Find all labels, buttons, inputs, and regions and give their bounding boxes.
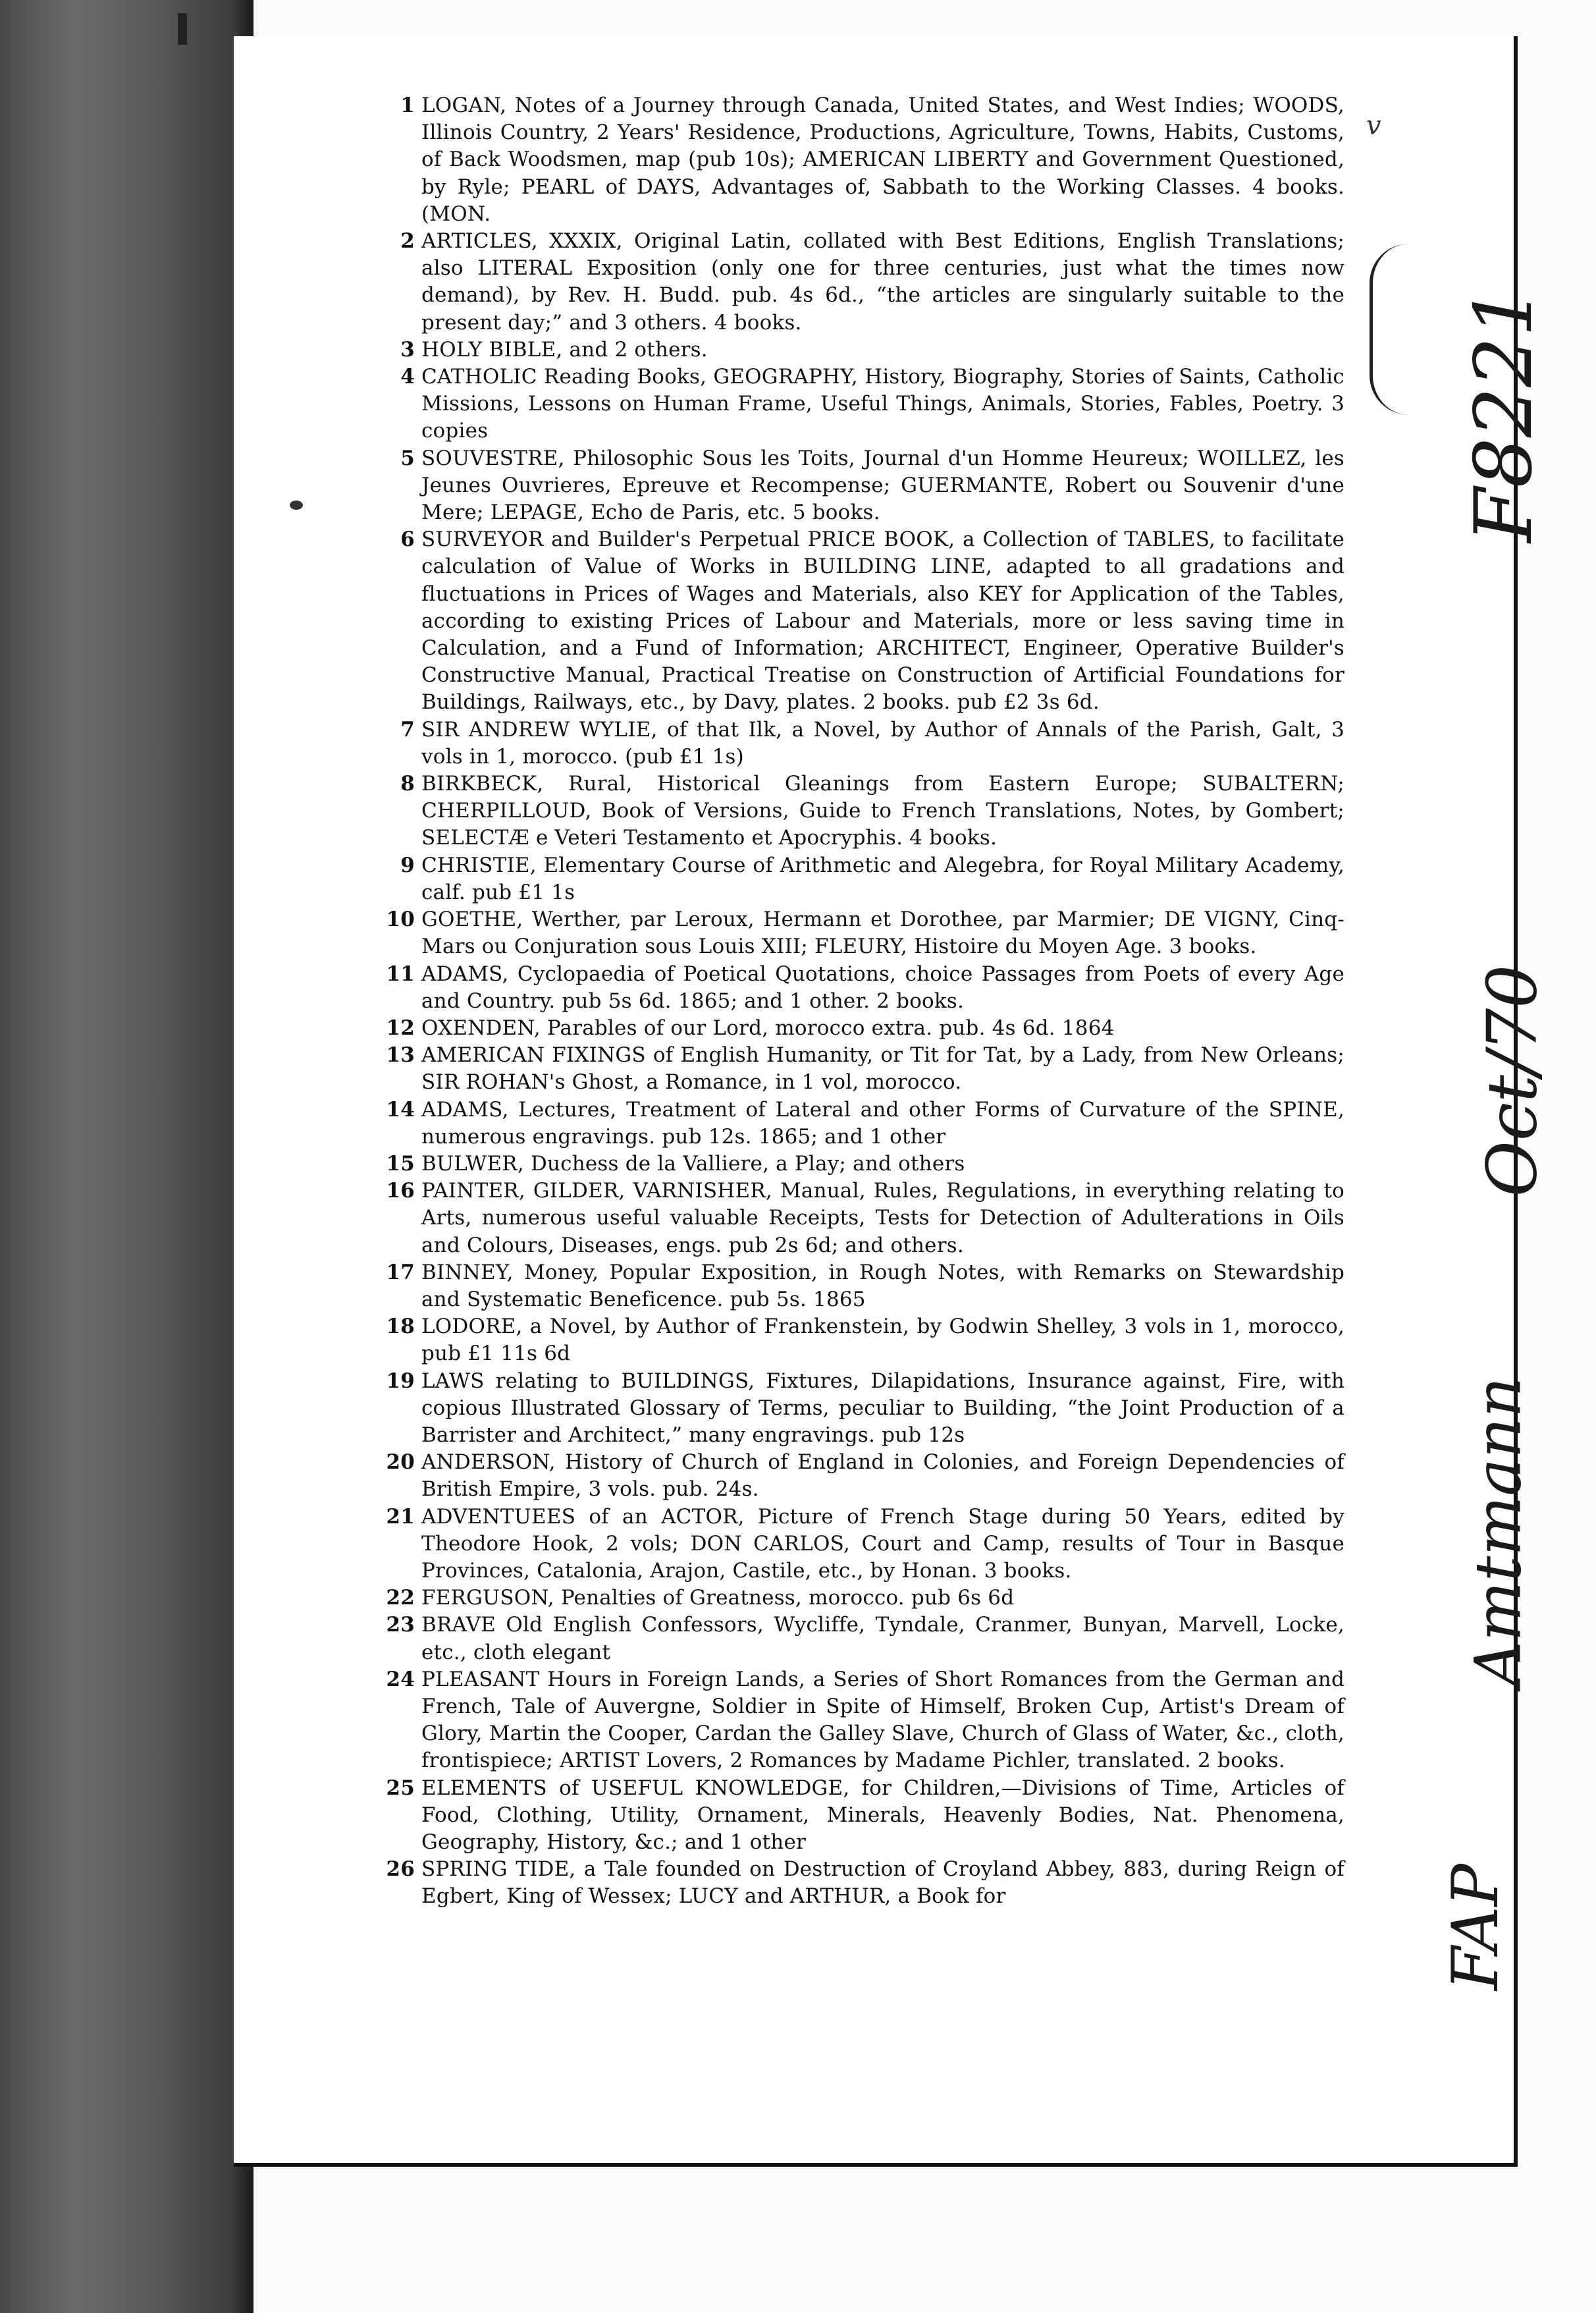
entry-text: ADVENTUEES of an ACTOR, Picture of French Stage during 50 Years, edited by Theodore Hook, 2 vols; DON CARLOS, Court and Camp, results of Tour in Basque Provinces, Catalonia, Arajon, Castile, etc., by Honan. 3 books. xyxy=(421,1504,1344,1583)
entry-text: BINNEY, Money, Popular Exposition, in Rough Notes, with Remarks on Stewardship and Systematic Beneficence. pub 5s. 1865 xyxy=(421,1260,1344,1311)
entry-number: 12 xyxy=(386,1016,415,1040)
entry-number: 18 xyxy=(386,1315,415,1339)
catalogue-entry xyxy=(337,445,1344,527)
entry-text: BRAVE Old English Confessors, Wycliffe, Tyndale, Cranmer, Bunyan, Marvell, Locke, etc., cloth elegant xyxy=(421,1613,1344,1664)
entry-number: 8 xyxy=(400,772,415,796)
catalogue-entry xyxy=(337,1097,1344,1151)
entry-number: 11 xyxy=(386,962,415,986)
entry-text: FERGUSON, Penalties of Greatness, morocco. pub 6s 6d xyxy=(421,1586,1015,1610)
entry-text: CATHOLIC Reading Books, GEOGRAPHY, History, Biography, Stories of Saints, Catholic Missions, Lessons on Human Frame, Useful Things, Animals, Stories, Fables, Poetry. 3 copies xyxy=(421,365,1344,443)
entry-text: AMERICAN FIXINGS of English Humanity, or Tit for Tat, by a Lady, from New Orleans; SIR ROHAN's Ghost, a Romance, in 1 vol, morocco. xyxy=(421,1043,1344,1095)
catalogue-entry xyxy=(337,906,1344,960)
entry-number: 24 xyxy=(386,1667,415,1691)
handwritten-reference: F8221 xyxy=(1458,286,1550,543)
entry-text: SPRING TIDE, a Tale founded on Destruction of Croyland Abbey, 883, during Reign of Egbert, King of Wessex; LUCY and ARTHUR, a Book for xyxy=(421,1857,1344,1909)
catalogue-entry xyxy=(337,852,1344,906)
catalogue-entry xyxy=(337,1015,1344,1042)
entry-text: ELEMENTS of USEFUL KNOWLEDGE, for Children,—Divisions of Time, Articles of Food, Clothing, Utility, Ornament, Minerals, Heavenly Bodies, Nat. Phenomena, Geography, History, &c.; and 1 other xyxy=(421,1776,1344,1854)
entry-number: 15 xyxy=(386,1151,415,1176)
catalogue-entry xyxy=(337,364,1344,445)
entry-number: 19 xyxy=(386,1369,415,1393)
handwritten-date: Oct/70 xyxy=(1472,964,1553,1197)
entry-number: 22 xyxy=(386,1586,415,1610)
entry-number: 13 xyxy=(386,1043,415,1068)
catalogue-entry xyxy=(337,717,1344,771)
pencil-bracket xyxy=(1370,244,1432,415)
entry-text: LOGAN, Notes of a Journey through Canada, United States, and West Indies; WOODS, Illinois Country, 2 Years' Residence, Productions, Agriculture, Towns, Habits, Customs, of Back Woodsmen, map (pub 10s); AMERICAN LIBERTY and Government Questioned, by Ryle; PEARL of DAYS, Advantages of, Sabbath to the Working Classes. 4 books. (MON. xyxy=(421,94,1344,226)
catalogue-entry xyxy=(337,1151,1344,1178)
entry-text: ADAMS, Cyclopaedia of Poetical Quotations, choice Passages from Poets of every Age and Country. pub 5s 6d. 1865; and 1 other. 2 books. xyxy=(421,962,1344,1013)
catalogue-entry xyxy=(337,1042,1344,1096)
scan-dark-edge xyxy=(0,0,253,2313)
catalogue-entry xyxy=(337,1368,1344,1450)
entry-text: LAWS relating to BUILDINGS, Fixtures, Dilapidations, Insurance against, Fire, with copious Illustrated Glossary of Terms, peculiar to Building, “the Joint Production of a Barrister and Architect,” many engravings. pub 12s xyxy=(421,1369,1344,1447)
entry-number: 2 xyxy=(400,229,415,254)
entry-text: BIRKBECK, Rural, Historical Gleanings from Eastern Europe; SUBALTERN; CHERPILLOUD, Book of Versions, Guide to French Translations, Notes, by Gombert; SELECTÆ e Veteri Testamento et Apocryphis. 4 books. xyxy=(421,772,1344,850)
catalogue-entry xyxy=(337,1612,1344,1666)
entry-number: 16 xyxy=(386,1179,415,1203)
entry-number: 10 xyxy=(386,908,415,932)
entry-text: LODORE, a Novel, by Author of Frankenstein, by Godwin Shelley, 3 vols in 1, morocco, pub £1 11s 6d xyxy=(421,1315,1344,1366)
ink-blot xyxy=(290,501,303,510)
catalogue-entry xyxy=(337,1178,1344,1259)
handwritten-name: Amtmann xyxy=(1461,1376,1535,1687)
catalogue-entry xyxy=(337,1585,1344,1612)
entry-number: 20 xyxy=(386,1450,415,1475)
entry-number: 3 xyxy=(400,337,415,362)
entry-number: 7 xyxy=(400,717,415,742)
entry-number: 5 xyxy=(400,446,415,470)
catalogue-entry xyxy=(337,526,1344,716)
catalogue-entry xyxy=(337,1313,1344,1367)
entry-number: 4 xyxy=(400,365,415,389)
entry-text: HOLY BIBLE, and 2 others. xyxy=(421,337,708,362)
entry-number: 25 xyxy=(386,1776,415,1800)
entry-text: ARTICLES, XXXIX, Original Latin, collated with Best Editions, English Translations; also LITERAL Exposition (only one for three centuries, just what the times now demand), by Rev. H. Budd. pub. 4s 6d., “the articles are singularly suitable to the present day;” and 3 others. 4 books. xyxy=(421,229,1344,335)
handwritten-initials: FAP xyxy=(1439,1863,1513,1991)
entry-text: SIR ANDREW WYLIE, of that Ilk, a Novel, by Author of Annals of the Parish, Galt, 3 vols in 1, morocco. (pub £1 1s) xyxy=(421,717,1344,769)
catalogue-entry xyxy=(337,1449,1344,1503)
entry-text: PLEASANT Hours in Foreign Lands, a Series of Short Romances from the German and French, Tale of Auvergne, Soldier in Spite of Himself, Broken Cup, Artist's Dream of Glory, Martin the Cooper, Cardan the Galley Slave, Church of Glass of Water, &c., cloth, frontispiece; ARTIST Lovers, 2 Romances by Madame Pichler, translated. 2 books. xyxy=(421,1667,1344,1773)
entry-number: 23 xyxy=(386,1613,415,1637)
entry-number: 26 xyxy=(386,1857,415,1882)
entry-text: OXENDEN, Parables of our Lord, morocco extra. pub. 4s 6d. 1864 xyxy=(421,1016,1115,1040)
catalogue-entry xyxy=(337,1775,1344,1857)
catalogue-entry xyxy=(337,961,1344,1015)
entry-text: PAINTER, GILDER, VARNISHER, Manual, Rules, Regulations, in everything relating to Arts, numerous useful valuable Receipts, Tests for Detection of Adulterations in Oils and Colours, Diseases, engs. pub 2s 6d; and others. xyxy=(421,1179,1344,1257)
catalogue-entry xyxy=(337,1856,1344,1910)
entry-text: GOETHE, Werther, par Leroux, Hermann et Dorothee, par Marmier; DE VIGNY, Cinq-Mars ou Conjuration sous Louis XIII; FLEURY, Histoire du Moyen Age. 3 books. xyxy=(421,908,1344,959)
entry-text: CHRISTIE, Elementary Course of Arithmetic and Alegebra, for Royal Military Academy, calf. pub £1 1s xyxy=(421,853,1344,904)
catalogue-entry xyxy=(337,1504,1344,1585)
catalogue-entry xyxy=(337,337,1344,364)
pencil-tick: v xyxy=(1366,111,1381,141)
entry-text: ANDERSON, History of Church of England in Colonies, and Foreign Dependencies of British Empire, 3 vols. pub. 24s. xyxy=(421,1450,1344,1502)
entry-text: SOUVESTRE, Philosophic Sous les Toits, Journal d'un Homme Heureux; WOILLEZ, les Jeunes Ouvrieres, Epreuve et Recompense; GUERMANTE, Robert ou Souvenir d'une Mere; LEPAGE, Echo de Paris, etc. 5 books. xyxy=(421,446,1344,525)
catalogue-entry xyxy=(337,771,1344,852)
catalogue-list xyxy=(337,92,1344,1911)
entry-text: SURVEYOR and Builder's Perpetual PRICE BOOK, a Collection of TABLES, to facilitate calculation of Value of Works in BUILDING LINE, adapted to all gradations and fluctuations in Prices of Wages and Materials, also KEY for Application of the Tables, according to existing Prices of Labour and Materials, more or less saving time in Calculation, and a Fund of Information; ARCHITECT, Engineer, Operative Builder's Constructive Manual, Practical Treatise on Construction of Artificial Foundations for Buildings, Railways, etc., by Davy, plates. 2 books. pub £2 3s 6d. xyxy=(421,528,1344,715)
entry-text: ADAMS, Lectures, Treatment of Lateral and other Forms of Curvature of the SPINE, numerous engravings. pub 12s. 1865; and 1 other xyxy=(421,1097,1344,1149)
entry-number: 1 xyxy=(400,94,415,117)
entry-number: 17 xyxy=(386,1260,415,1284)
entry-number: 6 xyxy=(400,528,415,552)
catalogue-entry xyxy=(337,92,1344,228)
entry-text: BULWER, Duchess de la Valliere, a Play; and others xyxy=(421,1151,965,1176)
catalogue-entry xyxy=(337,1259,1344,1313)
entry-number: 9 xyxy=(400,853,415,877)
entry-number: 21 xyxy=(386,1504,415,1529)
entry-number: 14 xyxy=(386,1097,415,1122)
catalogue-entry xyxy=(337,1666,1344,1775)
binding-mark xyxy=(178,13,187,45)
catalogue-entry xyxy=(337,228,1344,337)
